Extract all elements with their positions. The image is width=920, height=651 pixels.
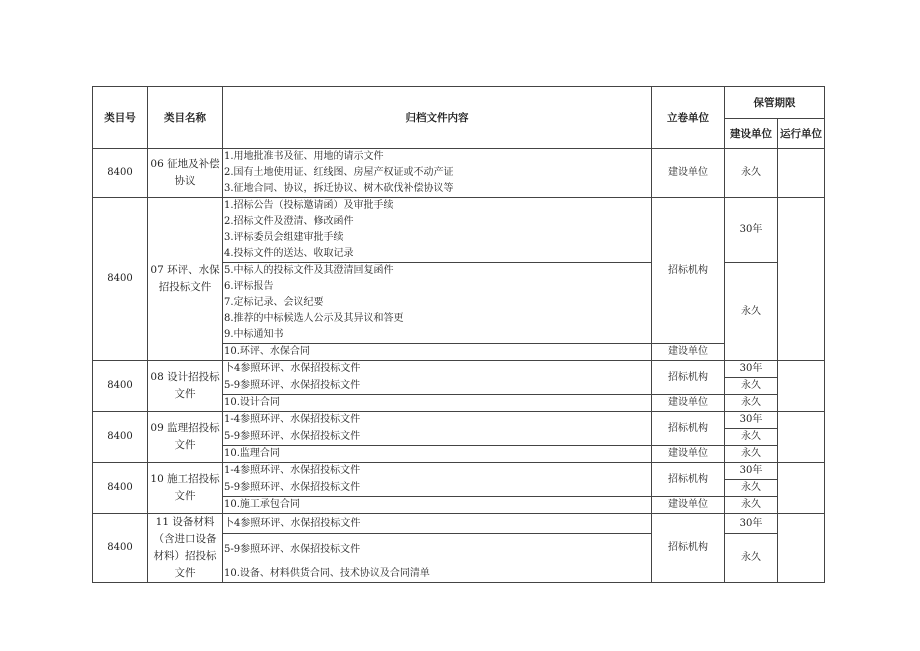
section-period: 30年 <box>725 463 778 480</box>
content-line: 5-9参照环评、水保招投标文件 <box>223 534 652 566</box>
section-content <box>223 198 652 263</box>
header-run-unit: 运行单位 <box>778 119 825 149</box>
table-row <box>93 514 825 534</box>
section-period: 永久 <box>725 534 778 583</box>
content-line: 1.用地批准书及征、用地的请示文件 <box>224 151 384 162</box>
section-code: 8400 <box>93 198 148 361</box>
run-unit-cell <box>778 514 825 583</box>
section-unit: 招标机构 <box>652 361 725 395</box>
section-period: 永久 <box>725 378 778 395</box>
table-row <box>93 149 825 198</box>
header-build-unit: 建设单位 <box>725 119 778 149</box>
section-period: 永久 <box>725 446 778 463</box>
content-line: 8.推荐的中标候选人公示及其异议和答更 <box>224 313 404 324</box>
section-period: 永久 <box>725 429 778 446</box>
content-line: 10.施工承包合同 <box>223 497 652 514</box>
content-line: 7.定标记录、会议纪要 <box>224 297 324 308</box>
table-row <box>93 361 825 378</box>
content-line: 10.环评、水保合同 <box>223 344 652 361</box>
table-row <box>93 463 825 480</box>
content-line: 9.中标通知书 <box>224 329 284 340</box>
run-unit-cell <box>778 198 825 361</box>
content-line: 2.国有土地使用证、红线图、房屋产权证或不动产证 <box>224 167 454 178</box>
run-unit-cell <box>778 149 825 198</box>
header-code: 类目号 <box>93 87 148 149</box>
section-unit: 建设单位 <box>652 149 725 198</box>
content-line: 卜4参照环评、水保招投标文件 <box>223 361 652 378</box>
run-unit-cell <box>778 361 825 412</box>
section-unit: 建设单位 <box>652 497 725 514</box>
section-period: 30年 <box>725 198 778 263</box>
content-line: 4.投标文件的送达、收取记录 <box>224 248 354 259</box>
section-code: 8400 <box>93 149 148 198</box>
table-row <box>93 198 825 263</box>
section-period: 永久 <box>725 395 778 412</box>
header-content: 归档文件内容 <box>223 87 652 149</box>
section-period: 永久 <box>725 263 778 361</box>
content-line: 5-9参照环评、水保招投标文件 <box>223 429 652 446</box>
section-period: 永久 <box>725 480 778 497</box>
section-period: 30年 <box>725 514 778 534</box>
section-code: 8400 <box>93 463 148 514</box>
section-unit: 招标机构 <box>652 198 725 344</box>
content-line: 10.监理合同 <box>223 446 652 463</box>
content-line: 5.中标人的投标文件及其澄清回复函件 <box>224 265 394 276</box>
content-line: 6.评标报告 <box>224 281 274 292</box>
section-unit: 建设单位 <box>652 344 725 361</box>
section-content <box>223 149 652 198</box>
section-period: 永久 <box>725 149 778 198</box>
archive-table <box>92 86 825 583</box>
section-unit: 建设单位 <box>652 395 725 412</box>
header-name: 类目名称 <box>148 87 223 149</box>
content-line: 3.评标委员会组建审批手续 <box>224 232 344 243</box>
section-unit: 招标机构 <box>652 412 725 446</box>
section-name: 09 监理招投标文件 <box>148 412 223 463</box>
run-unit-cell <box>778 463 825 514</box>
content-line: 5-9参照环评、水保招投标文件 <box>223 480 652 497</box>
section-name: 10 施工招投标文件 <box>148 463 223 514</box>
section-period: 30年 <box>725 361 778 378</box>
run-unit-cell <box>778 412 825 463</box>
section-name: 08 设计招投标文件 <box>148 361 223 412</box>
content-line: 2.招标文件及澄清、修改函件 <box>224 216 354 227</box>
section-code: 8400 <box>93 514 148 583</box>
section-period: 30年 <box>725 412 778 429</box>
content-line: 1-4参照环评、水保招投标文件 <box>223 412 652 429</box>
header-unit: 立卷单位 <box>652 87 725 149</box>
content-line: 1-4参照环评、水保招投标文件 <box>223 463 652 480</box>
content-line: 3.征地合同、协议，拆迁协议、树木砍伐补偿协议等 <box>224 183 454 194</box>
section-unit: 招标机构 <box>652 463 725 497</box>
table-row <box>93 412 825 429</box>
section-name: 07 环评、水保招投标文件 <box>148 198 223 361</box>
section-unit: 招标机构 <box>652 514 725 583</box>
header-period: 保管期限 <box>725 87 825 119</box>
content-line: 5-9参照环评、水保招投标文件 <box>223 378 652 395</box>
section-content <box>223 263 652 344</box>
section-code: 8400 <box>93 412 148 463</box>
section-name: 11 设备材料（含进口设备材料）招投标文件 <box>148 514 223 583</box>
content-line: 10.设备、材料供货合同、技术协议及合同清单 <box>223 566 652 583</box>
section-name: 06 征地及补偿协议 <box>148 149 223 198</box>
section-code: 8400 <box>93 361 148 412</box>
content-line: 1.招标公告（投标邀请函）及审批手续 <box>224 200 394 211</box>
content-line: 10.设计合同 <box>223 395 652 412</box>
section-unit: 建设单位 <box>652 446 725 463</box>
section-period: 永久 <box>725 497 778 514</box>
content-line: 卜4参照环评、水保招投标文件 <box>223 514 652 534</box>
